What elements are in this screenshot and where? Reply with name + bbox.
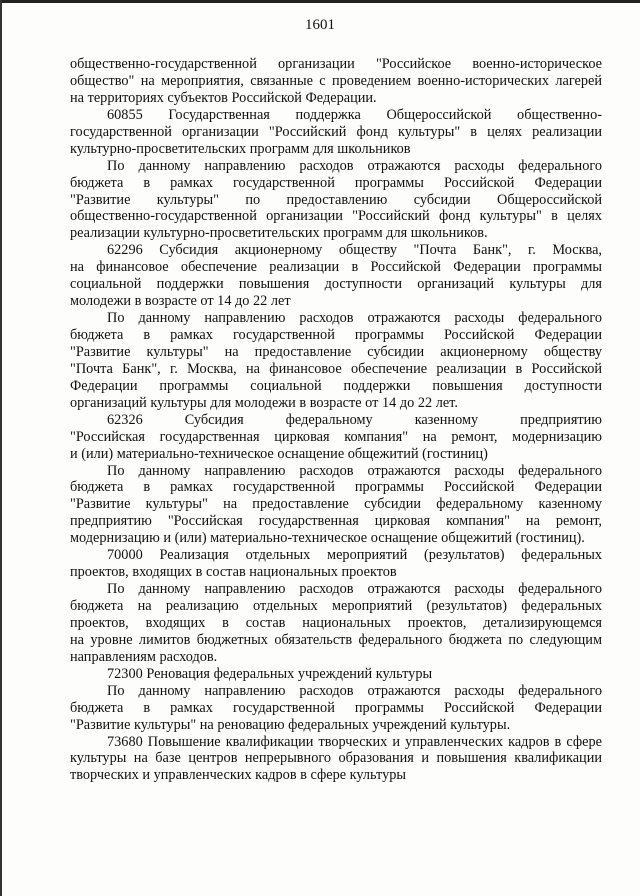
text-line: бюджета в рамках государственной программы Российской Федерации [70,699,602,716]
text-line: творческих и управленческих кадров в сфере культуры [70,767,406,784]
text-line: По данному направлению расходов отражаются расходы федерального [107,310,602,327]
text-line: и (или) материально-техническое оснащение общежитий (гостиниц) [70,445,488,462]
text-line: проектов, входящих в состав национальных проектов [70,564,397,581]
text-line: "Развитие культуры" на предоставление субсидии акционерному обществу [70,343,602,360]
text-line: 70000 Реализация отдельных мероприятий (результатов) федеральных [107,547,602,564]
text-line: Федерации программы социальной поддержки повышения доступности [70,377,602,394]
text-line: "Развитие культуры" по предоставлению субсидии Общероссийской [70,191,602,208]
scan-edge-left [0,0,2,896]
text-line: По данному направлению расходов отражаются расходы федерального [107,682,602,699]
scan-edge-top [0,0,640,3]
text-line: "Российская государственная цирковая компания" на ремонт, модернизацию [70,428,602,445]
page-number: 1601 [305,17,335,33]
text-line: бюджета в рамках государственной программы Российской Федерации [70,174,602,191]
text-line: По данному направлению расходов отражаются расходы федерального [107,157,602,174]
text-line: бюджета в рамках государственной программы Российской Федерации [70,327,602,343]
text-line: культуры на базе центров непрерывного образования и повышения квалификации [70,750,602,767]
text-line: 62296 Субсидия акционерному обществу "Почта Банк", г. Москва, [107,242,602,259]
text-line: общественно-государственной организации "Российский фонд культуры" в целях [70,208,602,225]
text-line: общество" на мероприятия, связанные с проведением военно-исторических лагерей [70,72,602,89]
text-line: проектов, входящих в состав национальных проектов, детализирующемся [70,614,602,631]
text-line: предприятию "Российская государственная цирковая компания" на ремонт, [70,513,602,530]
text-line: на уровне лимитов бюджетных обязательств федерального бюджета по следующим [70,631,602,648]
text-line: молодежи в возрасте от 14 до 22 лет [70,293,291,310]
text-line: бюджета в рамках государственной программы Российской Федерации [70,479,602,496]
text-line: направлениям расходов. [70,648,218,665]
text-line: 72300 Реновация федеральных учреждений культуры [107,665,433,682]
text-line: культурно-просветительских программ для школьников [70,140,411,157]
text-line: на финансовое обеспечение реализации в Российской Федерации программы [70,259,602,276]
text-line: По данному направлению расходов отражаются расходы федерального [107,581,602,598]
text-line: 60855 Государственная поддержка Общероссийской общественно- [107,106,602,123]
text-line: государственной организации "Российский фонд культуры" в целях реализации [70,123,602,140]
text-line: модернизацию и (или) материально-техническое оснащение общежитий (гостиниц). [70,530,585,547]
document-body [70,56,602,784]
text-line: реализации культурно-просветительских программ для школьников. [70,225,488,242]
text-line: организаций культуры для молодежи в возрасте от 14 до 22 лет. [70,394,458,411]
text-line: "Развитие культуры" на реновацию федеральных учреждений культуры. [70,716,511,733]
text-line: По данному направлению расходов отражаются расходы федерального [107,462,602,479]
text-line: 62326 Субсидия федеральному казенному предприятию [107,411,602,428]
text-line: на территориях субъектов Российской Федерации. [70,89,377,106]
text-line: бюджета на реализацию отдельных мероприятий (результатов) федеральных [70,598,602,614]
text-line: "Почта Банк", г. Москва, на финансовое обеспечение реализации в Российской [70,360,602,377]
text-line: 73680 Повышение квалификации творческих и управленческих кадров в сфере [107,733,602,750]
text-line: "Развитие культуры" на предоставление субсидии федеральному казенному [70,496,602,513]
text-line: социальной поддержки повышения доступности организаций культуры для [70,276,602,293]
text-line: общественно-государственной организации "Российское военно-историческое [70,56,602,72]
